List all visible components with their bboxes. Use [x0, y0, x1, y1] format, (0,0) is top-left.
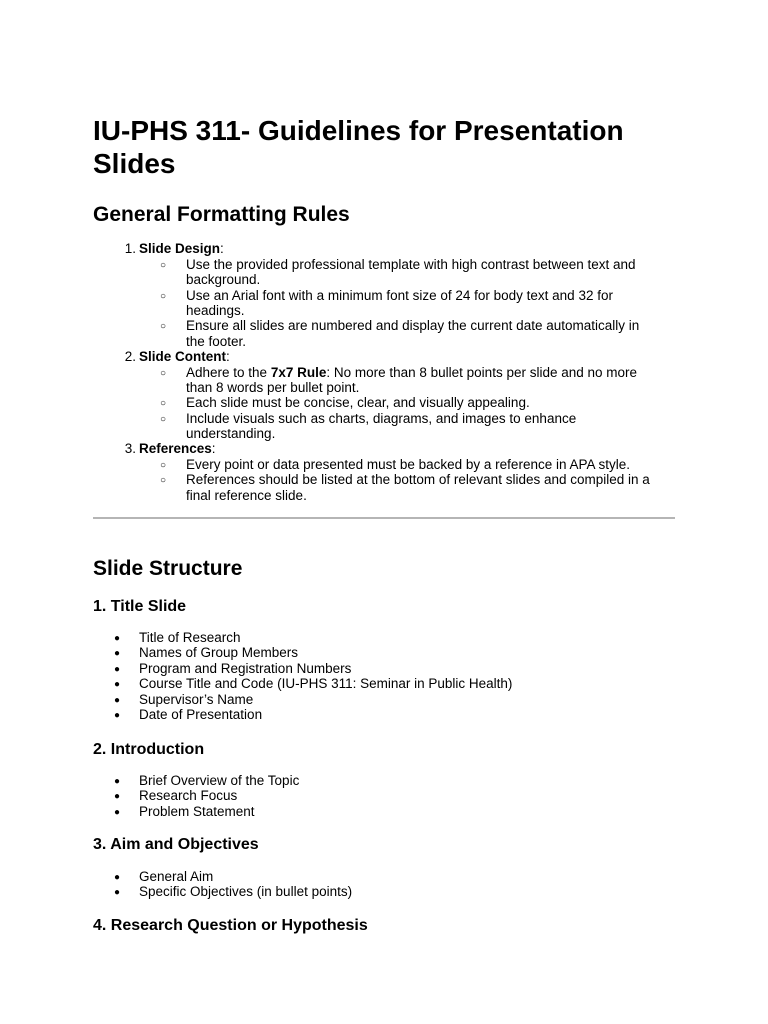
list-item: Research Focus — [139, 788, 238, 803]
item-label: References — [139, 441, 212, 456]
list-item: Names of Group Members — [139, 645, 299, 660]
bullet-icon: ● — [114, 872, 121, 883]
subsection-introduction: 2. Introduction — [93, 741, 205, 758]
subsection-title-slide: 1. Title Slide — [93, 598, 187, 615]
list-item-references: References: — [139, 441, 216, 456]
sub-item: Each slide must be concise, clear, and visually appealing. — [186, 395, 530, 410]
sub-item: Ensure all slides are numbered and display the current date automatically in — [186, 318, 640, 333]
list-item: Title of Research — [139, 630, 241, 645]
circle-bullet-icon: ○ — [160, 414, 167, 425]
bullet-icon: ● — [114, 633, 121, 644]
sub-item: References should be listed at the bottom of relevant slides and compiled in a — [186, 472, 650, 487]
sub-item: Use the provided professional template with high contrast between text and — [186, 257, 636, 272]
circle-bullet-icon: ○ — [160, 475, 167, 486]
circle-bullet-icon: ○ — [160, 460, 167, 471]
section-divider — [93, 517, 675, 519]
general-formatting-heading: General Formatting Rules — [93, 203, 350, 226]
list-item-slide-design: Slide Design: — [139, 241, 224, 256]
sub-item: Include visuals such as charts, diagrams, and images to enhance — [186, 411, 577, 426]
list-item: Supervisor’s Name — [139, 692, 254, 707]
bullet-icon: ● — [114, 679, 121, 690]
sub-item: Every point or data presented must be backed by a reference in APA style. — [186, 457, 631, 472]
bullet-icon: ● — [114, 791, 121, 802]
bullet-icon: ● — [114, 695, 121, 706]
item-label: Slide Content — [139, 349, 226, 364]
list-item-slide-content: Slide Content: — [139, 349, 230, 364]
sub-item-cont: understanding. — [186, 426, 276, 441]
list-item: Brief Overview of the Topic — [139, 773, 300, 788]
list-item: General Aim — [139, 869, 214, 884]
subsection-aim-objectives: 3. Aim and Objectives — [93, 836, 259, 853]
list-number: 1. — [124, 241, 136, 256]
list-item: Program and Registration Numbers — [139, 661, 352, 676]
sub-item-cont: headings. — [186, 303, 245, 318]
subsection-research-question: 4. Research Question or Hypothesis — [93, 917, 368, 934]
list-item: Course Title and Code (IU-PHS 311: Seminar in Public Health) — [139, 676, 513, 691]
bullet-icon: ● — [114, 664, 121, 675]
bullet-icon: ● — [114, 807, 121, 818]
sub-item-cont: the footer. — [186, 334, 247, 349]
slide-structure-heading: Slide Structure — [93, 557, 243, 580]
item-label: Slide Design — [139, 241, 221, 256]
circle-bullet-icon: ○ — [160, 368, 167, 379]
list-number: 2. — [124, 349, 136, 364]
circle-bullet-icon: ○ — [160, 321, 167, 332]
sub-item-cont: than 8 words per bullet point. — [186, 380, 360, 395]
list-item: Problem Statement — [139, 804, 255, 819]
circle-bullet-icon: ○ — [160, 291, 167, 302]
bullet-icon: ● — [114, 887, 121, 898]
document-title: IU-PHS 311- Guidelines for Presentation Slides — [93, 115, 624, 179]
list-item: Date of Presentation — [139, 707, 263, 722]
list-number: 3. — [124, 441, 136, 456]
circle-bullet-icon: ○ — [160, 260, 167, 271]
list-item: Specific Objectives (in bullet points) — [139, 884, 353, 899]
bullet-icon: ● — [114, 710, 121, 721]
sub-item-7x7-rule: Adhere to the 7x7 Rule: No more than 8 bullet points per slide and no more — [186, 365, 638, 380]
sub-item-cont: final reference slide. — [186, 488, 307, 503]
sub-item: Use an Arial font with a minimum font size of 24 for body text and 32 for — [186, 288, 613, 303]
bullet-icon: ● — [114, 776, 121, 787]
bullet-icon: ● — [114, 648, 121, 659]
circle-bullet-icon: ○ — [160, 398, 167, 409]
sub-item-cont: background. — [186, 272, 261, 287]
